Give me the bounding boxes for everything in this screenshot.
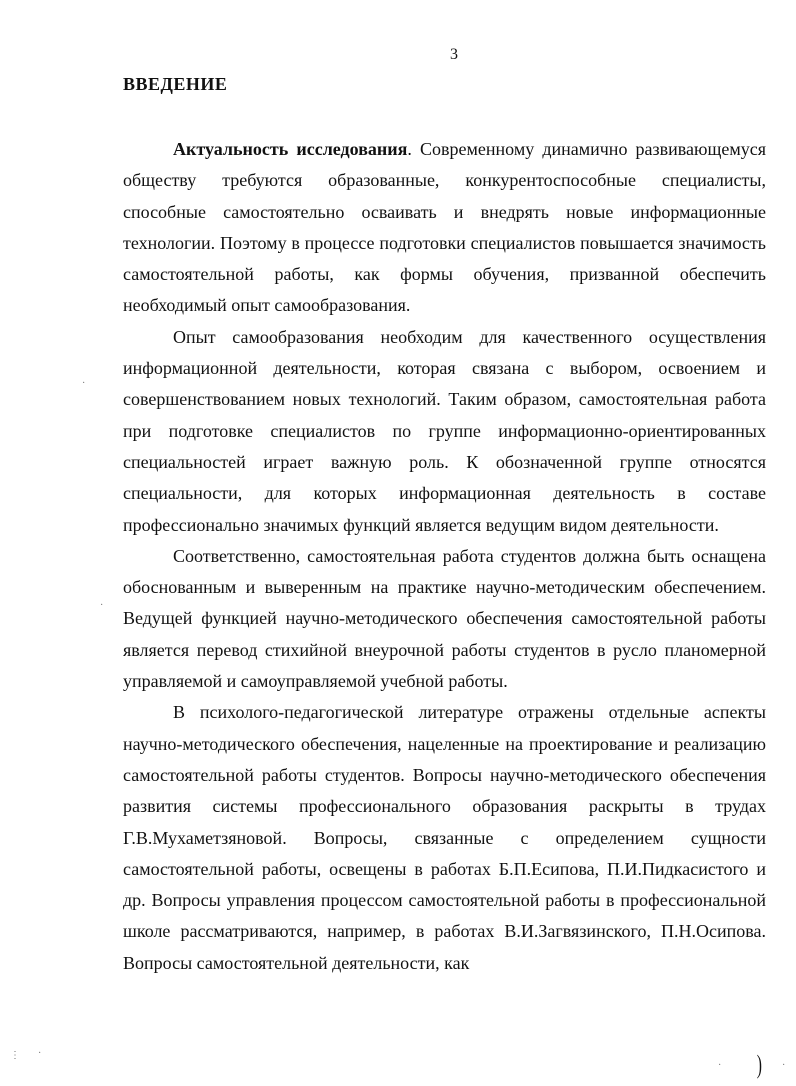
paragraph-self-education: Опыт самообразования необходим для качественного осуществления информационной деятельности, которая связана с выбором, освоением и совершенствованием новых технологий. Таким образом, самостоятельная работа при подготовке специалистов по группе информационно-ориентированных специальностей играет важную роль. К обозначенной группе относятся специальности, для которых информационная деятельность в составе профессионально значимых функций является ведущим видом деятельности.: [123, 326, 766, 535]
paragraph-lead: Актуальность исследования: [173, 139, 408, 159]
paragraph-text: . Современному динамично развивающемуся обществу требуются образованные, конкурентоспособные специалисты, способные самостоятельно осваивать и внедрять новые информационные технологии. Поэтому в процессе подготовки специалистов повышается значимость самостоятельной работы, как формы обучения, призванной обеспечить необходимый опыт самообразования.: [123, 139, 766, 316]
page-number: 3: [450, 46, 458, 63]
scan-speck-mark: ·: [82, 378, 86, 389]
page-heading: ВВЕДЕНИЕ: [123, 74, 228, 94]
scan-speck-mark: ⋮: [10, 1050, 20, 1061]
scan-speck-mark: ·: [100, 600, 104, 611]
body-text: [123, 134, 766, 979]
scan-speck-mark: ·: [38, 1048, 42, 1059]
paragraph-relevance: [123, 134, 766, 322]
scan-speck-mark: ·: [718, 1060, 722, 1071]
scan-speck-mark: ·: [782, 1060, 786, 1071]
scan-bracket-mark: ): [756, 1050, 762, 1079]
paragraph-methodical-support: Соответственно, самостоятельная работа студентов должна быть оснащена обоснованным и выверенным на практике научно-методическим обеспечением. Ведущей функцией научно-методического обеспечения самостоятельной работы является перевод стихийной внеурочной работы студентов в русло планомерной управляемой и самоуправляемой учебной работы.: [123, 545, 766, 692]
paragraph-literature: В психолого-педагогической литературе отражены отдельные аспекты научно-методического обеспечения, нацеленные на проектирование и реализацию самостоятельной работы студентов. Вопросы научно-методического обеспечения развития системы профессионального образования раскрыты в трудах Г.В.Мухаметзяновой. Вопросы, связанные с определением сущности самостоятельной работы, освещены в работах Б.П.Есипова, П.И.Пидкасистого и др. Вопросы управления процессом самостоятельной работы в профессиональной школе рассматриваются, например, в работах В.И.Загвязинского, П.Н.Осипова. Вопросы самостоятельной деятельности, как: [123, 702, 766, 973]
